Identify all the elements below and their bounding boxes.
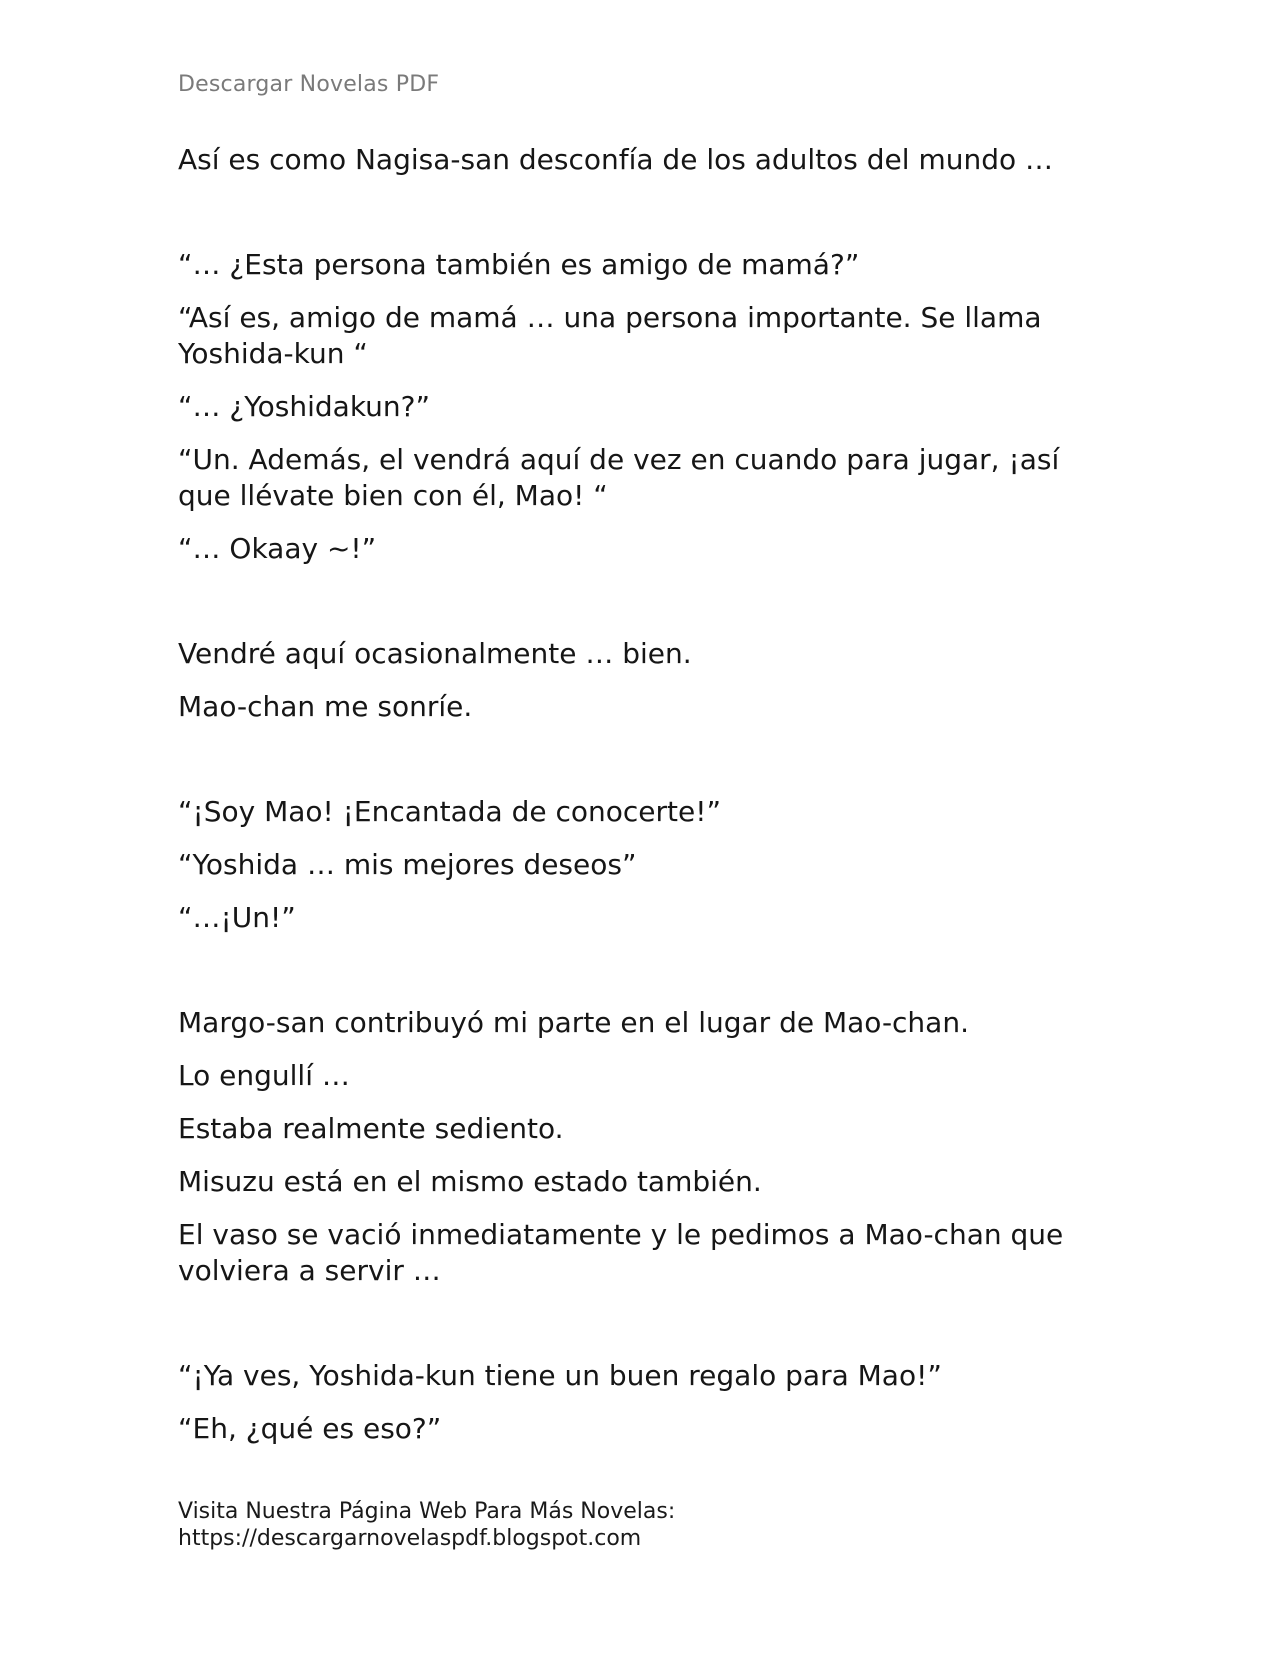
paragraph: Mao-chan me sonríe. (178, 690, 473, 723)
paragraph: “Un. Además, el vendrá aquí de vez en cuando para jugar, ¡así que llévate bien con él, Mao! “ (178, 443, 1069, 512)
paragraph: “… Okaay ~!” (178, 532, 377, 565)
paragraph-gap (178, 195, 1108, 247)
paragraph-gap (178, 742, 1108, 794)
paragraph: “Yoshida … mis mejores deseos” (178, 848, 637, 881)
paragraph: “Eh, ¿qué es eso?” (178, 1412, 442, 1445)
paragraph-gap (178, 584, 1108, 636)
paragraph-gap (178, 953, 1108, 1005)
paragraph: “Así es, amigo de mamá … una persona importante. Se llama Yoshida-kun “ (178, 301, 1051, 370)
paragraph: “… ¿Esta persona también es amigo de mamá?” (178, 248, 860, 281)
paragraph: “¡Soy Mao! ¡Encantada de conocerte!” (178, 795, 721, 828)
paragraph: Así es como Nagisa-san desconfía de los adultos del mundo … (178, 143, 1054, 176)
paragraph: Estaba realmente sediento. (178, 1112, 564, 1145)
paragraph: “…¡Un!” (178, 901, 296, 934)
page-header: Descargar Novelas PDF (178, 72, 440, 97)
paragraph: Lo engullí … (178, 1059, 350, 1092)
paragraph-gap (178, 1306, 1108, 1358)
footer-website-url: https://descargarnovelaspdf.blogspot.com (178, 1526, 642, 1551)
paragraph: El vaso se vació inmediatamente y le pedimos a Mao-chan que volviera a servir … (178, 1218, 1073, 1287)
body-text (178, 142, 1108, 1464)
footer-promo-text: Visita Nuestra Página Web Para Más Novelas: (178, 1499, 676, 1524)
page-footer (178, 1498, 675, 1552)
paragraph: Margo-san contribuyó mi parte en el lugar de Mao-chan. (178, 1006, 969, 1039)
paragraph: “¡Ya ves, Yoshida-kun tiene un buen regalo para Mao!” (178, 1359, 942, 1392)
paragraph: Misuzu está en el mismo estado también. (178, 1165, 762, 1198)
paragraph: Vendré aquí ocasionalmente … bien. (178, 637, 692, 670)
paragraph: “… ¿Yoshidakun?” (178, 390, 431, 423)
